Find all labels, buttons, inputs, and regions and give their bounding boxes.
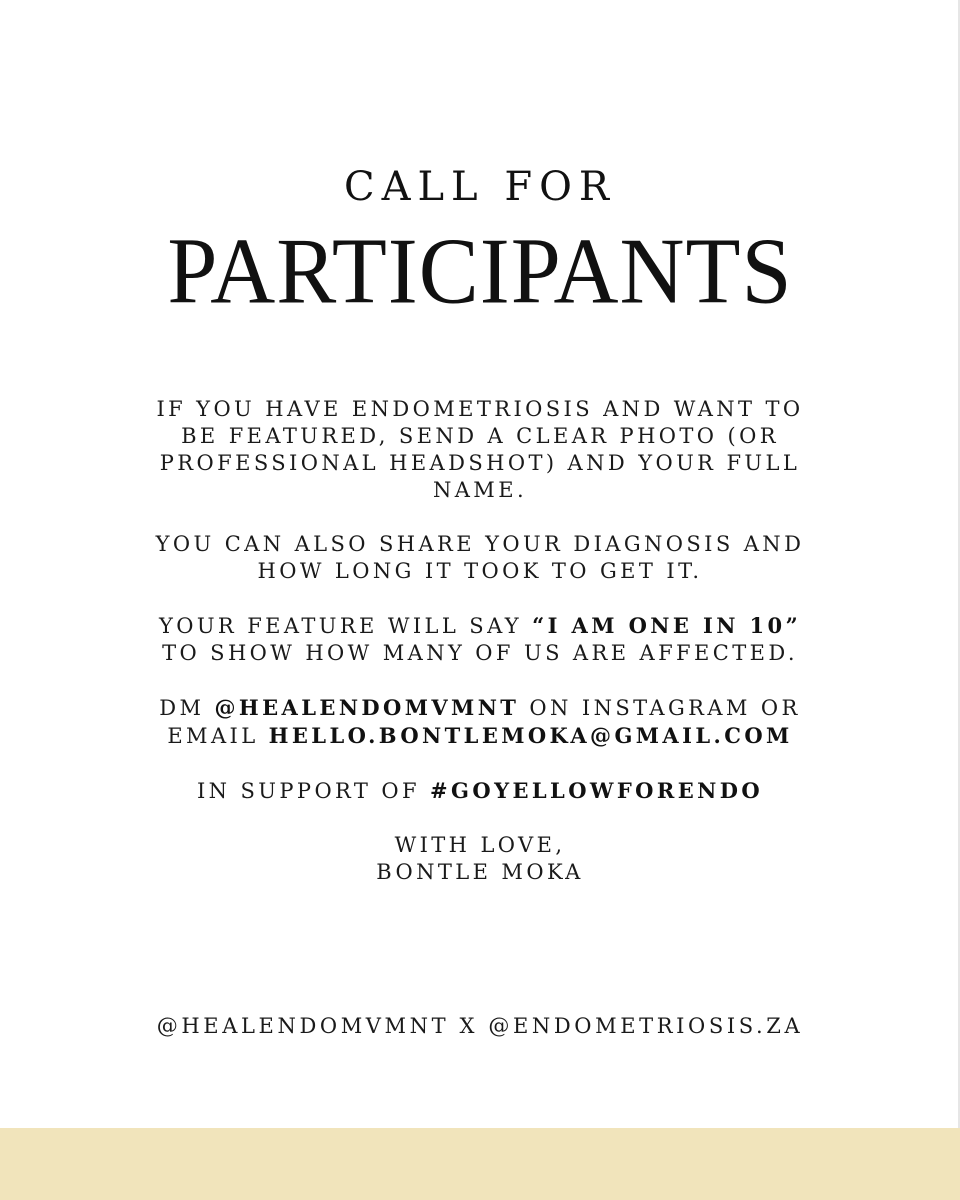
support-paragraph: [80, 777, 880, 805]
diagnosis-paragraph: [80, 531, 880, 585]
contact-line-2: [80, 722, 880, 750]
signoff-line-1: WITH LOVE,: [394, 833, 566, 857]
support-prefix: IN SUPPORT OF: [196, 779, 431, 803]
feature-line-2: TO SHOW HOW MANY OF US ARE AFFECTED.: [162, 641, 798, 665]
feature-quote: “I AM ONE IN 10”: [532, 613, 802, 638]
email-prefix: EMAIL: [167, 724, 269, 748]
support-line: [80, 777, 880, 805]
feature-paragraph: [80, 612, 880, 667]
bottom-color-band: [0, 1128, 960, 1200]
feature-prefix: YOUR FEATURE WILL SAY: [158, 614, 533, 638]
intro-line-2: BE FEATURED, SEND A CLEAR PHOTO (OR: [181, 424, 779, 448]
body-text: [80, 396, 880, 913]
diagnosis-line-2: HOW LONG IT TOOK TO GET IT.: [257, 559, 703, 583]
intro-paragraph: [80, 396, 880, 504]
contact-line-1: [80, 694, 880, 722]
diagnosis-line-1: YOU CAN ALSO SHARE YOUR DIAGNOSIS AND: [155, 532, 805, 556]
kicker-heading: CALL FOR: [344, 164, 616, 210]
hashtag: #GOYELLOWFORENDO: [430, 778, 764, 803]
email-address: HELLO.BONTLEMOKA@GMAIL.COM: [268, 723, 793, 748]
contact-paragraph: [80, 694, 880, 750]
feature-line-1: [80, 612, 880, 640]
instagram-suffix: ON INSTAGRAM OR: [519, 696, 801, 720]
footer-handles: @HEALENDOMVMNT X @ENDOMETRIOSIS.ZA: [156, 1014, 804, 1038]
intro-line-4: NAME.: [432, 478, 528, 502]
page-title: PARTICIPANTS: [167, 219, 793, 324]
intro-line-3: PROFESSIONAL HEADSHOT) AND YOUR FULL: [159, 451, 801, 475]
signoff-line-2: BONTLE MOKA: [376, 860, 584, 884]
instagram-handle: @HEALENDOMVMNT: [214, 695, 520, 720]
signoff-paragraph: [80, 832, 880, 886]
dm-prefix: DM: [159, 696, 215, 720]
intro-line-1: IF YOU HAVE ENDOMETRIOSIS AND WANT TO: [156, 397, 804, 421]
